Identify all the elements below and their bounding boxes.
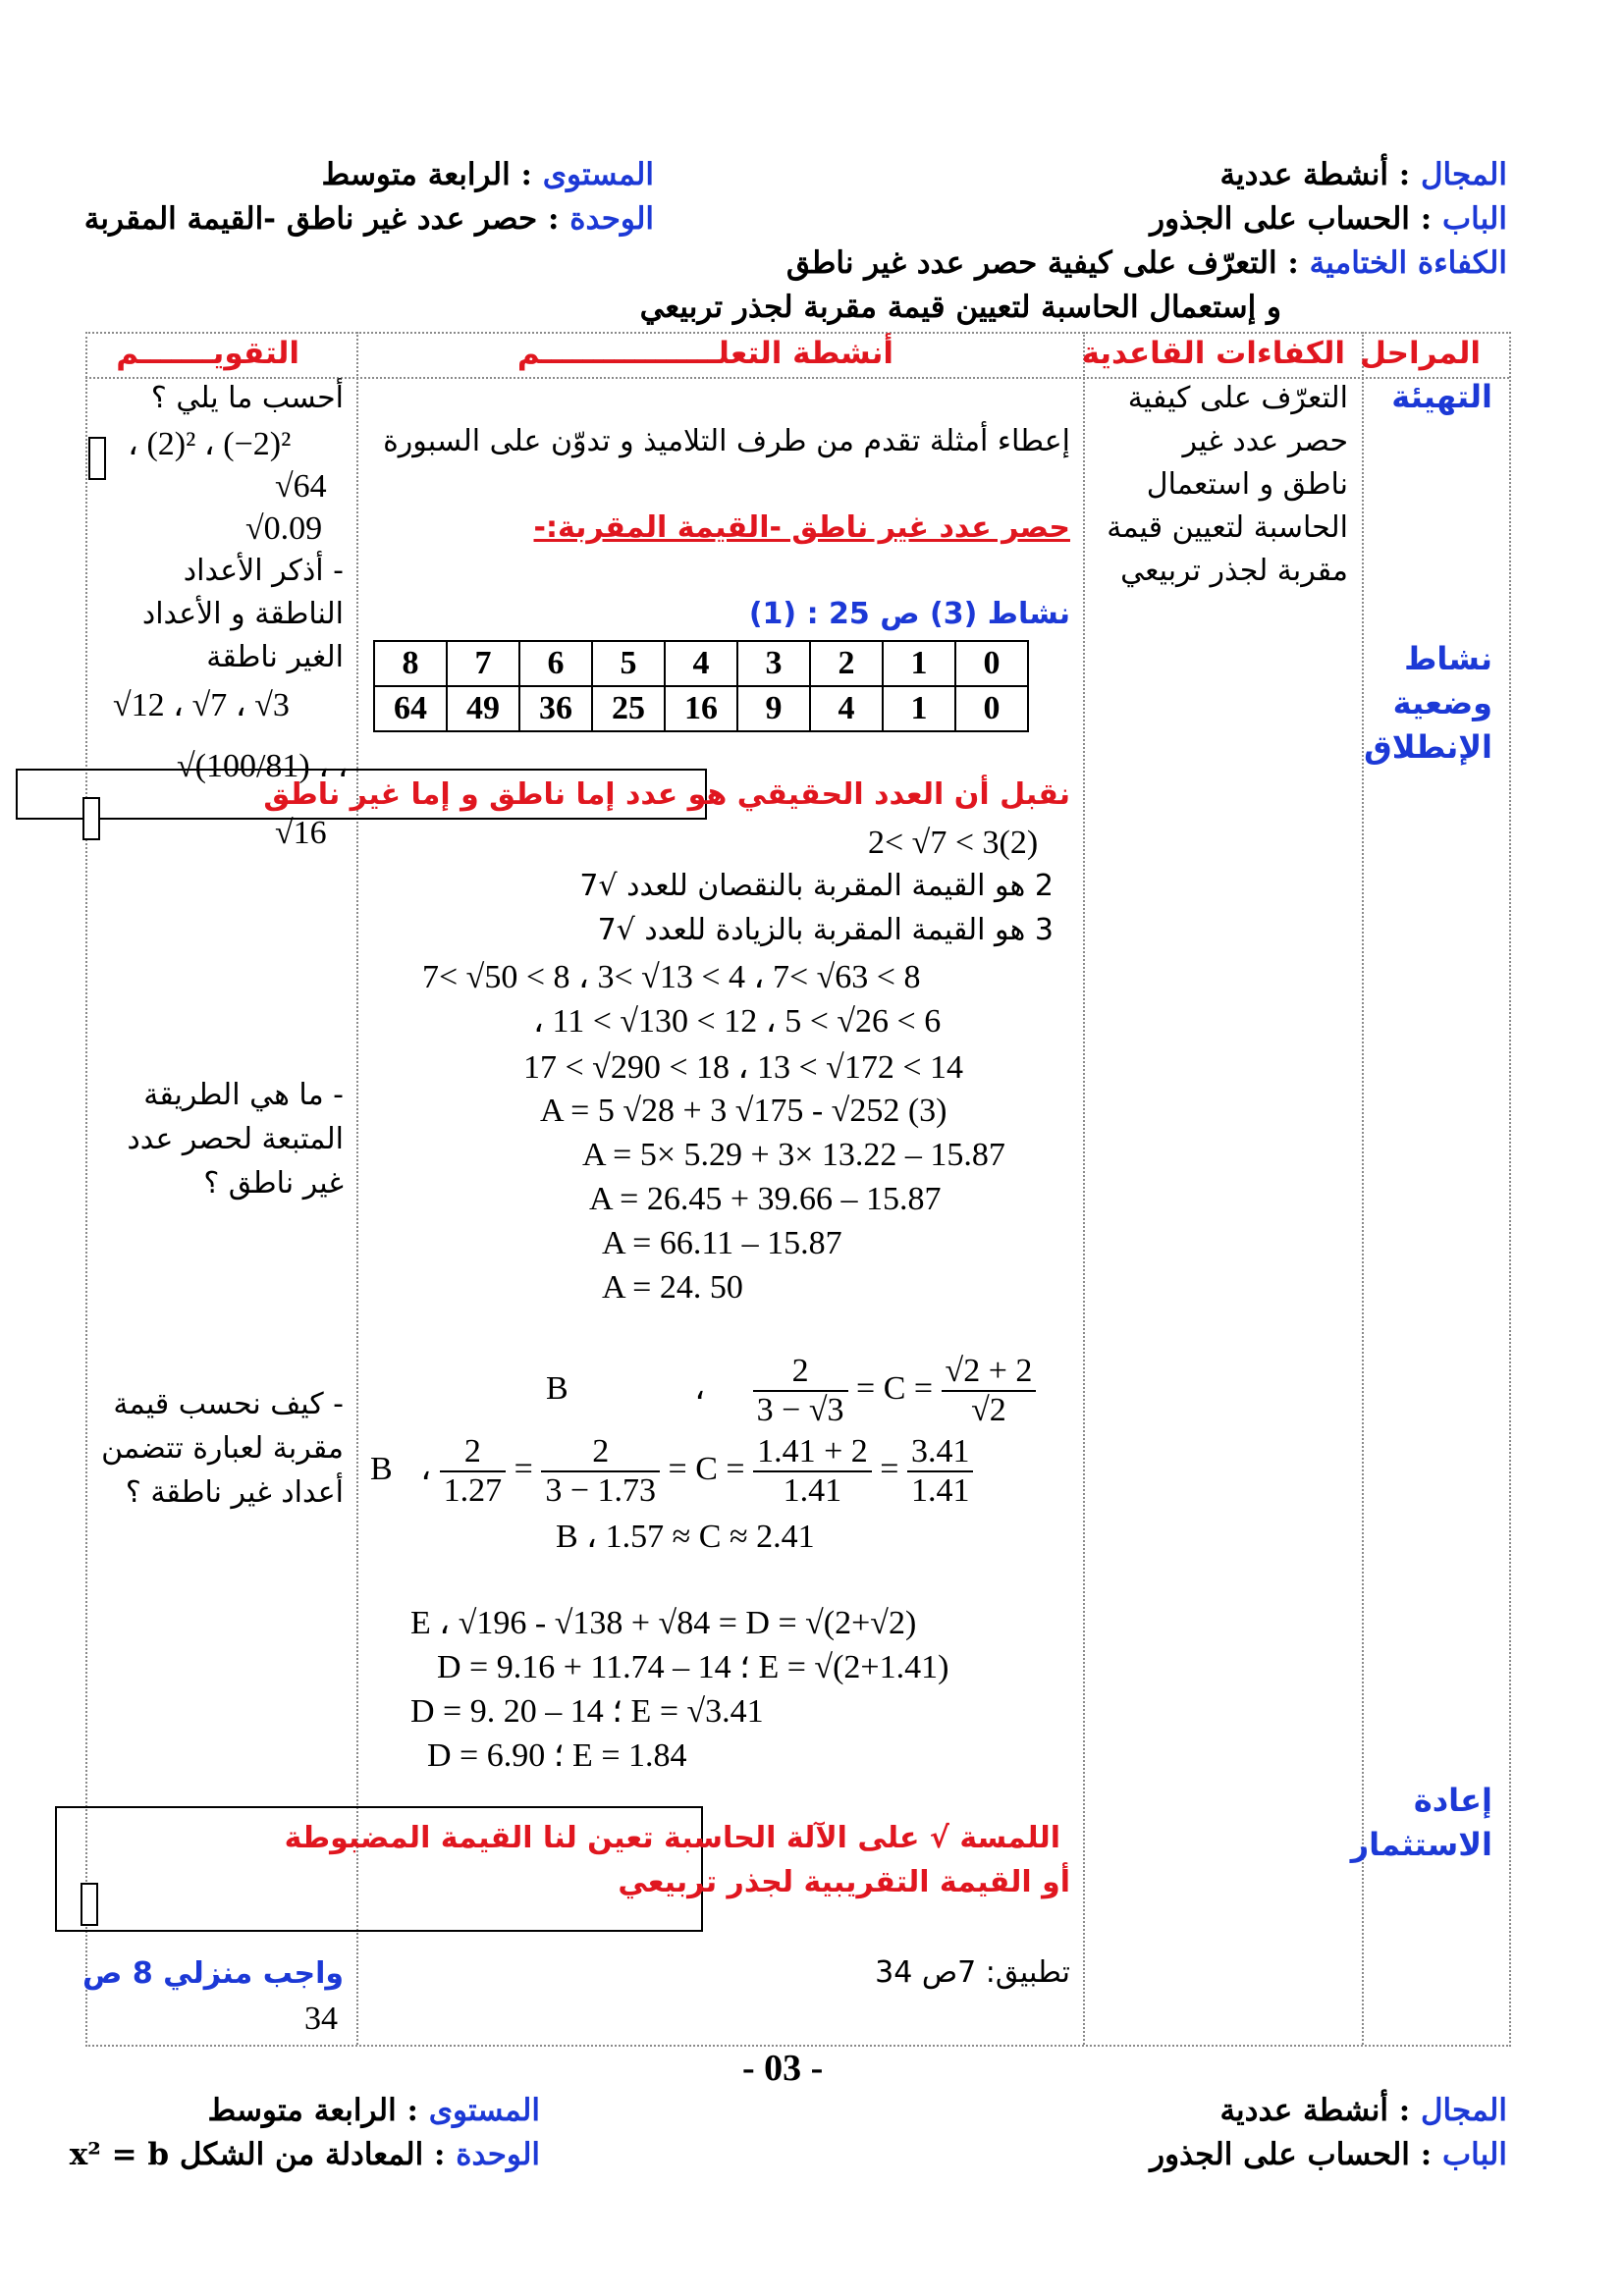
competency-value: التعرّف على كيفية حصر عدد غير ناطق bbox=[785, 245, 1277, 281]
table-cell: 0 bbox=[955, 686, 1028, 731]
eval-line-13: غير ناطق ؟ bbox=[203, 1166, 344, 1201]
domain-value: أنشطة عددية bbox=[1219, 2093, 1388, 2128]
stage-reinvest-2: الاستثمار bbox=[1350, 1826, 1492, 1863]
table-cell: 4 bbox=[810, 686, 883, 731]
d-line-4: D = 6.90 ؛ E = 1.84 bbox=[427, 1737, 687, 1774]
table-row bbox=[374, 686, 1028, 731]
eval-line-11: - ما هي الطريقة bbox=[143, 1078, 344, 1112]
eval-line-16: أعداد غير ناطقة ؟ bbox=[125, 1475, 344, 1510]
activity-intro: إعطاء أمثلة تقدم من طرف التلاميذ و تدوّن على السبورة bbox=[383, 424, 1070, 458]
header-level: المستوى : الرابعة متوسط bbox=[321, 157, 654, 192]
b-symbol: B bbox=[370, 1450, 393, 1487]
competency-line-5: مقربة لجذر تربيعي bbox=[1120, 554, 1348, 588]
chapter-label: الباب bbox=[1441, 201, 1507, 237]
footer-level: المستوى : الرابعة متوسط bbox=[207, 2093, 540, 2128]
eval-line-15: مقربة لعبارة تتضمن bbox=[101, 1431, 344, 1466]
denominator: 3 − 1.73 bbox=[545, 1472, 657, 1509]
homework-page: 34 bbox=[304, 2001, 338, 2037]
competency-line-3: ناطق و استعمال bbox=[1146, 467, 1348, 502]
separator: ، bbox=[694, 1369, 706, 1407]
competency-line-2: حصر عدد غير bbox=[1182, 424, 1348, 458]
col-divider-3 bbox=[356, 332, 358, 2045]
a-line-2: A = 5× 5.29 + 3× 13.22 – 15.87 bbox=[582, 1137, 1005, 1173]
numerator: 2 bbox=[753, 1353, 848, 1392]
denominator: 1.41 bbox=[783, 1472, 842, 1509]
eval-line-12: المتبعة لحصر عدد bbox=[127, 1122, 344, 1156]
domain-label: المجال bbox=[1421, 2093, 1507, 2128]
c-approx: B ، 1.57 ≈ C ≈ 2.41 bbox=[556, 1519, 815, 1555]
eval-line-5: - أذكر الأعداد bbox=[183, 554, 344, 588]
level-label: المستوى bbox=[542, 157, 654, 192]
col-divider-2 bbox=[1083, 332, 1085, 2045]
table-cell: 49 bbox=[447, 686, 519, 731]
unit-value: المعادلة من الشكل x² = b bbox=[69, 2137, 424, 2172]
calculator-note-line-1: اللمسة √ على الآلة الحاسبة تعين لنا القيمة المضبوطة bbox=[284, 1821, 1060, 1855]
denominator: 1.41 bbox=[910, 1472, 970, 1509]
table-cell: 64 bbox=[374, 686, 447, 731]
table-cell: 36 bbox=[519, 686, 592, 731]
separator: ، bbox=[420, 1450, 432, 1487]
page-number: - 03 - bbox=[742, 2048, 824, 2089]
level-value: الرابعة متوسط bbox=[321, 157, 511, 192]
competency-line-4: الحاسبة لتعيين قيمة bbox=[1107, 510, 1348, 545]
fraction bbox=[753, 1353, 848, 1429]
d-line-1: E ، √196 - √138 + √84 = D = √(2+√2) bbox=[410, 1605, 917, 1641]
frame-marker bbox=[81, 1883, 98, 1926]
stage-activity-2: وضعية bbox=[1392, 684, 1492, 721]
calculator-note-line-2: أو القيمة التقريبية لجذر تربيعي bbox=[618, 1865, 1070, 1899]
numerator: √2 + 2 bbox=[942, 1353, 1037, 1392]
table-cell: 1 bbox=[883, 686, 955, 731]
eval-line-2: ، (2)² ، (−2)² bbox=[128, 426, 292, 462]
bounds-row-2: ، 11 < √130 < 12 ، 5 < √26 < 6 bbox=[533, 1003, 942, 1040]
numerator: 3.41 bbox=[907, 1433, 974, 1472]
table-cell: 25 bbox=[592, 686, 665, 731]
eval-line-14: - كيف نحسب قيمة bbox=[113, 1387, 344, 1421]
c-expression-1: B ، $\frac{2}{3 - √3}$ = C = $\frac{√2 + 2}{√2}$ bbox=[546, 1353, 1036, 1429]
eval-line-7: الغير ناطقة bbox=[206, 640, 344, 674]
fraction bbox=[541, 1433, 660, 1510]
header-row-divider bbox=[85, 377, 1509, 379]
d-line-3: D = 9. 20 – 14 ؛ E = √3.41 bbox=[410, 1693, 764, 1730]
def-upper-bound: 3 هو القيمة المقربة بالزيادة للعدد √7 bbox=[597, 913, 1054, 947]
stage-warmup: التهيئة bbox=[1391, 378, 1492, 415]
table-cell: 5 bbox=[592, 641, 665, 686]
col-header-competencies: الكفاءات القاعدية bbox=[1081, 336, 1345, 371]
eval-line-9: √(100/81) ، ، bbox=[177, 748, 349, 784]
col-divider-1 bbox=[1362, 332, 1364, 2045]
real-number-statement: نقبل أن العدد الحقيقي هو عدد إما ناطق و إما غير ناطق bbox=[263, 777, 1070, 812]
def-lower-bound: 2 هو القيمة المقربة بالنقصان للعدد √7 bbox=[579, 869, 1054, 903]
table-cell: 8 bbox=[374, 641, 447, 686]
d-line-2: D = 9.16 + 11.74 – 14 ؛ E = √(2+1.41) bbox=[437, 1649, 949, 1685]
eval-line-3: √64 bbox=[275, 468, 327, 505]
fraction bbox=[753, 1433, 872, 1510]
denominator: √2 bbox=[971, 1392, 1006, 1428]
frame-marker bbox=[82, 797, 100, 840]
table-cell: 2 bbox=[810, 641, 883, 686]
stage-activity-3: الإنطلاق bbox=[1364, 728, 1492, 766]
header-chapter: الباب : الحساب على الجذور bbox=[1150, 201, 1507, 237]
table-cell: 6 bbox=[519, 641, 592, 686]
application-text: تطبيق: 7ص 34 bbox=[875, 1955, 1070, 1990]
table-cell: 1 bbox=[883, 641, 955, 686]
table-cell: 9 bbox=[737, 686, 810, 731]
stage-activity-1: نشاط bbox=[1404, 640, 1492, 677]
table-cell: 0 bbox=[955, 641, 1028, 686]
competency-line-1: التعرّف على كيفية bbox=[1127, 381, 1348, 415]
numerator: 2 bbox=[541, 1433, 660, 1472]
squares-table bbox=[373, 640, 1029, 732]
unit-label: الوحدة bbox=[569, 201, 654, 237]
col-header-stages: المراحل bbox=[1360, 336, 1481, 371]
chapter-label: الباب bbox=[1441, 2137, 1507, 2172]
footer-domain: المجال : أنشطة عددية bbox=[1219, 2093, 1507, 2128]
header-unit: الوحدة : حصر عدد غير ناطق -القيمة المقربة bbox=[83, 201, 654, 237]
a-line-1: A = 5 √28 + 3 √175 - √252 (3) bbox=[540, 1093, 947, 1129]
activity-reference: نشاط (3) ص 25 : (1) bbox=[748, 597, 1070, 631]
domain-label: المجال bbox=[1421, 157, 1507, 192]
table-cell: 16 bbox=[665, 686, 737, 731]
numerator: 1.41 + 2 bbox=[753, 1433, 872, 1472]
denominator: 1.27 bbox=[443, 1472, 503, 1509]
stage-reinvest-1: إعادة bbox=[1413, 1782, 1492, 1819]
eval-line-1: أحسب ما يلي ؟ bbox=[150, 381, 344, 415]
table-cell: 4 bbox=[665, 641, 737, 686]
eval-line-8: √12 ، √7 ، √3 bbox=[113, 687, 290, 723]
header-competency: الكفاءة الختامية : التعرّف على كيفية حصر عدد غير ناطق bbox=[785, 245, 1507, 281]
table-cell: 3 bbox=[737, 641, 810, 686]
col-header-evaluation: التقويـــــــم bbox=[116, 336, 299, 371]
bound-q2: 2< √7 < 3(2) bbox=[868, 825, 1039, 861]
chapter-value: الحساب على الجذور bbox=[1150, 2137, 1410, 2172]
denominator: 3 − √3 bbox=[756, 1392, 844, 1428]
footer-chapter: الباب : الحساب على الجذور bbox=[1150, 2137, 1507, 2172]
bounds-row-3: 17 < √290 < 18 ، 13 < √172 < 14 bbox=[523, 1049, 963, 1086]
a-line-3: A = 26.45 + 39.66 – 15.87 bbox=[589, 1181, 942, 1217]
eval-line-10: √16 bbox=[275, 815, 327, 851]
a-line-5: A = 24. 50 bbox=[602, 1269, 743, 1306]
frame-marker bbox=[88, 437, 106, 480]
numerator: 2 bbox=[440, 1433, 507, 1472]
chapter-value: الحساب على الجذور bbox=[1150, 201, 1410, 237]
fraction bbox=[942, 1353, 1037, 1429]
unit-value: حصر عدد غير ناطق -القيمة المقربة bbox=[83, 201, 538, 237]
c-expression-2: B ، $\frac{2}{1.27}$ = $\frac{2}{3 - 1.73}$ = C = $\frac{1.41 + 2}{1.41}$ = $\frac{3.41}{1.41}$ bbox=[370, 1433, 973, 1510]
fraction bbox=[440, 1433, 507, 1510]
bounds-row-1: 7< √50 < 8 ، 3< √13 < 4 ، 7< √63 < 8 bbox=[422, 959, 921, 995]
footer-unit: الوحدة : المعادلة من الشكل x² = b bbox=[69, 2137, 540, 2172]
col-header-activities: أنشطة التعلـــــــــــــــــم bbox=[516, 336, 893, 371]
domain-value: أنشطة عددية bbox=[1219, 157, 1388, 192]
competency-continued: و إستعمال الحاسبة لتعيين قيمة مقربة لجذر تربيعي bbox=[639, 290, 1281, 325]
competency-label: الكفاءة الختامية bbox=[1309, 245, 1507, 281]
b-symbol: B bbox=[546, 1369, 568, 1407]
table-cell: 7 bbox=[447, 641, 519, 686]
level-value: الرابعة متوسط bbox=[207, 2093, 397, 2128]
fraction bbox=[907, 1433, 974, 1510]
eval-line-6: الناطقة و الأعداد bbox=[141, 597, 344, 631]
unit-label: الوحدة bbox=[456, 2137, 540, 2172]
activity-title: حصر عدد غير ناطق -القيمة المقربة:- bbox=[533, 510, 1070, 545]
level-label: المستوى bbox=[428, 2093, 540, 2128]
a-line-4: A = 66.11 – 15.87 bbox=[602, 1225, 842, 1261]
table-row bbox=[374, 641, 1028, 686]
application-exercise bbox=[875, 1955, 1070, 1990]
eval-line-4: √0.09 bbox=[245, 510, 323, 547]
homework: واجب منزلي 8 ص bbox=[82, 1956, 344, 1991]
header-domain: المجال : أنشطة عددية bbox=[1219, 157, 1507, 192]
